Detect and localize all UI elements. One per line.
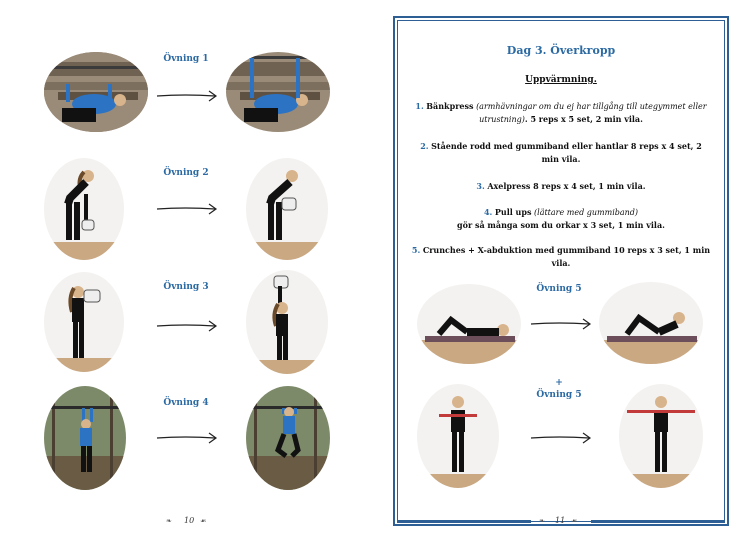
pull-up-end-photo: [246, 386, 330, 490]
standing-row-start-photo: [44, 158, 124, 260]
exercise-title: Övning 1: [163, 54, 209, 64]
instruction-5: 5. Crunches + X-abduktion med gummiband 10 reps x 3 set, 1 min vila.: [411, 245, 711, 268]
exercise-title: Övning 2: [163, 168, 209, 178]
crunch-start-photo: [417, 284, 521, 364]
band-abduction-end-photo: [619, 384, 703, 488]
ornament-left: ❧: [539, 517, 545, 525]
bench-press-end-photo: [226, 52, 330, 132]
page-number: 11: [555, 516, 566, 525]
ornament-right: ☙: [200, 517, 207, 525]
exercise-row-2: [0, 156, 373, 266]
arrow-right-icon: [155, 201, 219, 217]
ornament-right: ☙: [571, 517, 578, 525]
instruction-1: 1. Bänkpress (armhävningar om du ej har tillgång till utegymmet eller utrustning). 5 reps x 5 set, 2 min vila.: [415, 101, 707, 124]
exercise-title: Övning 5: [536, 390, 582, 400]
exercise-row-3: [0, 270, 373, 380]
footer-rule-left: [397, 520, 531, 523]
pull-up-start-photo: [44, 386, 126, 490]
standing-row-end-photo: [246, 158, 328, 260]
axel-press-end-photo: [246, 270, 328, 374]
arrow-right-icon: [155, 430, 219, 446]
ornament-left: ❧: [166, 517, 172, 525]
exercise-title: Övning 3: [163, 282, 209, 292]
crunch-end-photo: [599, 282, 703, 364]
right-page: [373, 0, 746, 553]
arrow-right-icon: [529, 430, 593, 446]
page-number: 10: [184, 516, 195, 525]
exercise-row-4: [0, 384, 373, 494]
warmup-heading: Uppvärmning.: [525, 75, 597, 85]
instruction-3: 3. Axelpress 8 reps x 4 set, 1 min vila.: [476, 181, 646, 191]
instruction-2: 2. Stående rodd med gummiband eller hantlar 8 reps x 4 set, 2 min vila.: [420, 141, 702, 164]
plus-sign: +: [555, 378, 563, 388]
band-abduction-start-photo: [417, 384, 499, 488]
arrow-right-icon: [155, 88, 219, 104]
exercise-title: Övning 5: [536, 284, 582, 294]
arrow-right-icon: [155, 318, 219, 334]
arrow-right-icon: [529, 316, 593, 332]
footer-rule-right: [591, 520, 725, 523]
exercise-title: Övning 4: [163, 398, 209, 408]
page-title: Dag 3. Överkropp: [506, 44, 616, 57]
bench-press-start-photo: [44, 52, 148, 132]
exercise-row-1: [0, 40, 373, 150]
instruction-4: 4. Pull ups (lättare med gummiband) gör så många som du orkar x 3 set, 1 min vila.: [457, 207, 665, 230]
axel-press-start-photo: [44, 272, 124, 372]
